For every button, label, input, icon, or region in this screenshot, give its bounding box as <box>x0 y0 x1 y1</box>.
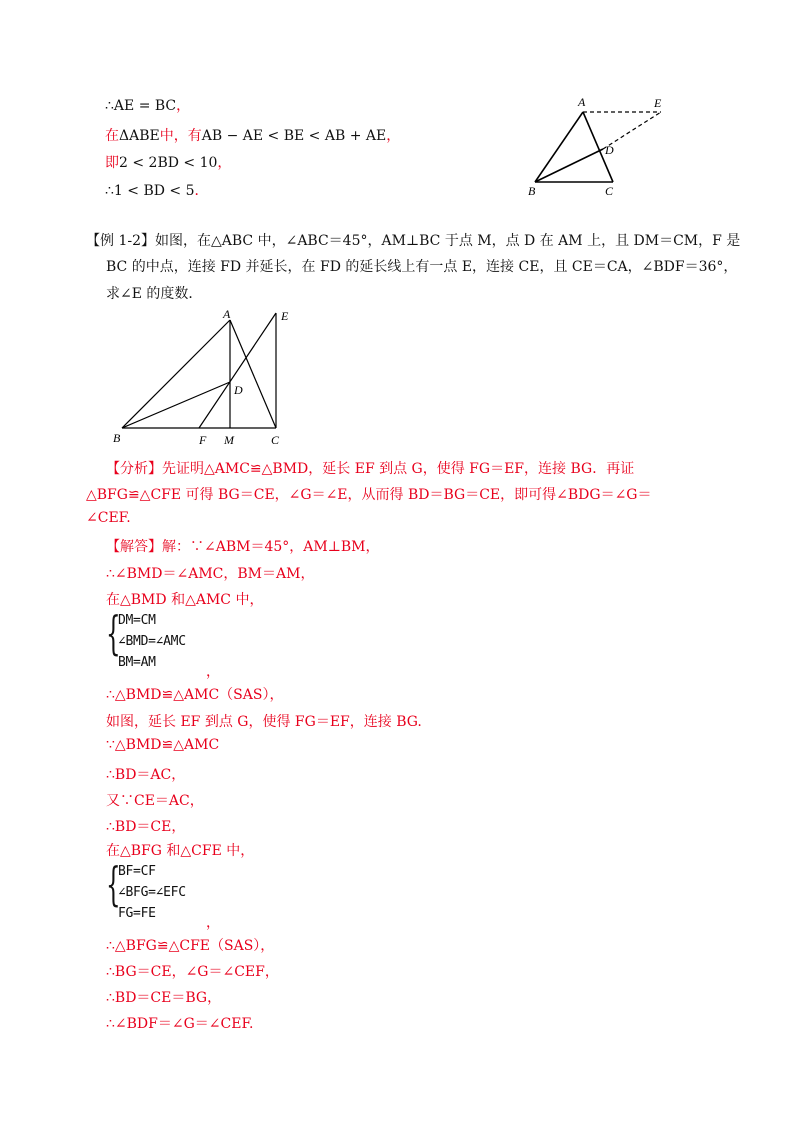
punctuation: ， <box>206 664 220 680</box>
example-line-3: 求∠E 的度数． <box>106 286 203 302</box>
segment-ac <box>230 320 276 428</box>
system2-eq-3: FG=FE <box>118 906 156 921</box>
solution-line-3: 在△BMD 和△AMC 中， <box>106 592 264 608</box>
system1-eq-2: ∠BMD=∠AMC <box>118 634 186 649</box>
solution-line-6: ∵△BMD≌△AMC <box>106 737 220 753</box>
solution-tag: 【解答】 <box>106 539 162 555</box>
label-b: B <box>113 431 121 445</box>
label-e: E <box>281 309 289 323</box>
label-f: F <box>199 433 207 447</box>
punctuation: ， <box>206 915 220 931</box>
conclusion: ∴1 < BD < 5 <box>105 183 195 199</box>
solution-line-2: ∴∠BMD＝∠AMC，BM＝AM， <box>106 566 315 582</box>
proof-line-ae-bc <box>105 95 190 115</box>
punctuation: ， <box>217 155 232 171</box>
proof-line-2bd <box>105 152 231 172</box>
triangle-name: ΔABE <box>119 128 160 144</box>
inequality: 2 < 2BD < 10 <box>119 155 218 171</box>
proof-text: 即 <box>105 155 119 171</box>
proof-statement: ∴AE = BC <box>105 98 177 114</box>
example-line-1 <box>86 230 740 250</box>
label-b: B <box>528 184 536 198</box>
analysis-text: 先证明△AMC≌△BMD，延长 EF 到点 G，使得 FG＝EF，连接 BG．再证 <box>162 461 635 477</box>
proof-text: 在 <box>105 128 119 144</box>
label-a: A <box>578 95 586 109</box>
system-brace: { <box>106 606 121 660</box>
example-tag: 【例 1-2】 <box>86 233 155 249</box>
label-a: A <box>223 307 231 321</box>
solution-line-1 <box>106 536 380 556</box>
segment-ab <box>535 112 583 182</box>
label-d: D <box>605 143 614 157</box>
inequality: AB − AE < BE < AB + AE <box>201 128 387 144</box>
solution-line-12: ∴BG＝CE，∠G＝∠CEF， <box>106 964 279 980</box>
solution-line-13: ∴BD＝CE＝BG， <box>106 990 222 1006</box>
proof-line-bd-range <box>105 180 209 200</box>
system2-eq-1: BF=CF <box>118 864 156 879</box>
label-c: C <box>605 184 614 198</box>
punctuation: ． <box>194 183 209 199</box>
proof-text: 中，有 <box>159 128 202 144</box>
analysis-line-2: △BFG≌△CFE 可得 BG＝CE，∠G＝∠E，从而得 BD＝BG＝CE，即可得∠BDG＝∠G＝ <box>86 487 652 503</box>
system1-eq-1: DM=CM <box>118 613 156 628</box>
solution-line-4: ∴△BMD≌△AMC（SAS）， <box>106 687 284 703</box>
segment-fe <box>199 313 276 428</box>
segment-ab <box>122 320 230 428</box>
solution-line-5: 如图，延长 EF 到点 G，使得 FG＝EF，连接 BG. <box>106 714 422 730</box>
punctuation: ， <box>386 128 401 144</box>
label-c: C <box>271 433 280 447</box>
analysis-tag: 【分析】 <box>106 461 162 477</box>
example-line-2: BC 的中点，连接 FD 并延长，在 FD 的延长线上有一点 E，连接 CE，且 CE＝CA，∠BDF＝36°， <box>106 259 738 275</box>
solution-line-9: ∴BD＝CE， <box>106 819 186 835</box>
solution-text: 解：∵∠ABM＝45°，AM⊥BM， <box>162 539 380 555</box>
analysis-line-1 <box>106 458 634 478</box>
label-d: D <box>234 383 243 397</box>
solution-line-8: 又∵CE＝AC， <box>106 793 204 809</box>
system2-eq-2: ∠BFG=∠EFC <box>118 885 186 900</box>
label-m: M <box>224 433 234 447</box>
solution-line-7: ∴BD＝AC， <box>106 767 186 783</box>
figure-triangle-abc <box>108 305 308 450</box>
segment-bd <box>535 149 603 182</box>
figure-triangle-abe <box>525 92 675 200</box>
label-e: E <box>654 96 662 110</box>
solution-line-11: ∴△BFG≌△CFE（SAS）， <box>106 938 275 954</box>
system-brace: { <box>106 857 121 911</box>
proof-line-triangle-inequality <box>105 125 400 145</box>
system1-eq-3: BM=AM <box>118 655 156 670</box>
solution-line-10: 在△BFG 和△CFE 中， <box>106 843 255 859</box>
example-text: 如图，在△ABC 中，∠ABC＝45°，AM⊥BC 于点 M，点 D 在 AM 上，且 DM＝CM，F 是 <box>155 233 741 249</box>
solution-line-14: ∴∠BDF＝∠G＝∠CEF. <box>106 1016 254 1032</box>
punctuation: ， <box>176 98 191 114</box>
analysis-line-3: ∠CEF. <box>86 510 131 526</box>
